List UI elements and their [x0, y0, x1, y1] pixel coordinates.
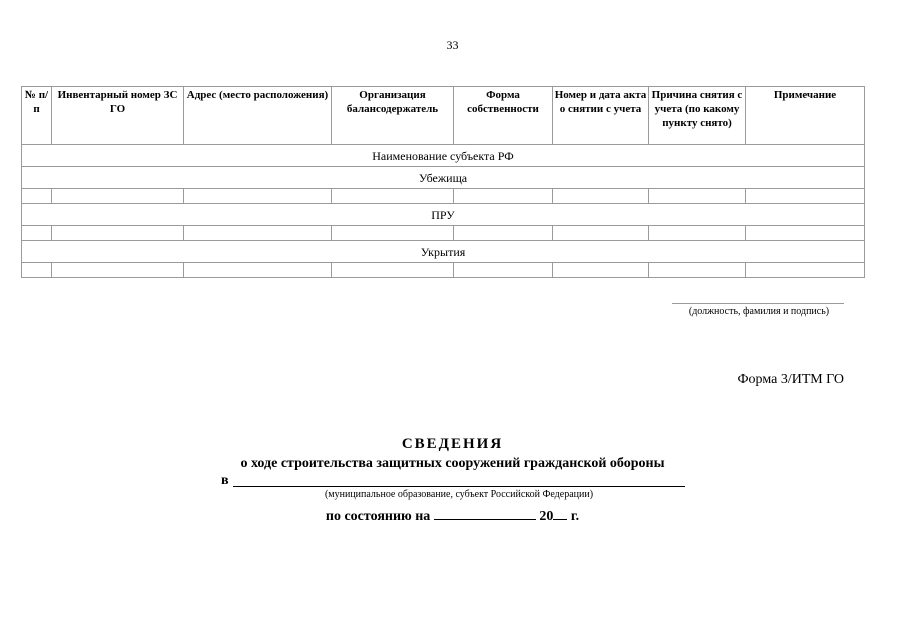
table-row [22, 189, 865, 204]
table-cell [553, 263, 649, 278]
as-of-prefix: по состоянию на [325, 509, 431, 524]
section-row-subject [22, 145, 865, 167]
header-act-number-date: Номер и дата акта о снятии с учета [553, 87, 649, 145]
header-number: № п/п [22, 87, 52, 145]
table-cell [649, 189, 746, 204]
table-cell [553, 189, 649, 204]
section-pru: ПРУ [22, 204, 865, 226]
table-cell [332, 263, 454, 278]
as-of-date-line [0, 507, 905, 525]
table-cell [746, 263, 865, 278]
table-row [22, 263, 865, 278]
table-cell [746, 189, 865, 204]
header-ownership-form: Форма собственности [454, 87, 553, 145]
table-cell [22, 263, 52, 278]
year-suffix: г. [570, 509, 580, 524]
header-organization: Организация балансодержатель [332, 87, 454, 145]
table-cell [22, 189, 52, 204]
table-cell [332, 226, 454, 241]
document-title: СВЕДЕНИЯ [401, 436, 504, 452]
table-cell [454, 263, 553, 278]
section-covers: Укрытия [22, 241, 865, 263]
section-row-pru [22, 204, 865, 226]
year-blank [553, 507, 567, 520]
header-inventory-number: Инвентарный номер ЗС ГО [52, 87, 184, 145]
table-cell [52, 263, 184, 278]
page-number: 33 [446, 38, 459, 52]
table-cell [332, 189, 454, 204]
signature-caption: (должность, фамилия и подпись) [688, 306, 830, 317]
form-label: Форма 3/ИТМ ГО [737, 372, 844, 387]
location-blank-line [233, 486, 685, 487]
table-cell [553, 226, 649, 241]
table-cell [454, 226, 553, 241]
document-subtitle: о ходе строительства защитных сооружений гражданской обороны [240, 456, 665, 471]
signature-line [672, 303, 844, 304]
table-cell [52, 226, 184, 241]
table-cell [184, 263, 332, 278]
table-cell [454, 189, 553, 204]
location-caption: (муниципальное образование, субъект Российской Федерации) [324, 489, 594, 500]
section-row-covers [22, 241, 865, 263]
table-cell [746, 226, 865, 241]
table-cell [184, 226, 332, 241]
location-prefix: в [221, 473, 229, 488]
section-subject: Наименование субъекта РФ [22, 145, 865, 167]
table-cell [184, 189, 332, 204]
section-row-shelters [22, 167, 865, 189]
table-cell [649, 263, 746, 278]
register-table [21, 86, 865, 278]
header-address: Адрес (место расположения) [184, 87, 332, 145]
header-removal-reason: Причина снятия с учета (по какому пункту снято) [649, 87, 746, 145]
table-cell [22, 226, 52, 241]
table-cell [52, 189, 184, 204]
section-shelters: Убежища [22, 167, 865, 189]
table-cell [649, 226, 746, 241]
table-header-row [22, 87, 865, 145]
date-blank [434, 507, 536, 520]
header-note: Примечание [746, 87, 865, 145]
table-row [22, 226, 865, 241]
year-prefix: 20 [539, 509, 554, 524]
